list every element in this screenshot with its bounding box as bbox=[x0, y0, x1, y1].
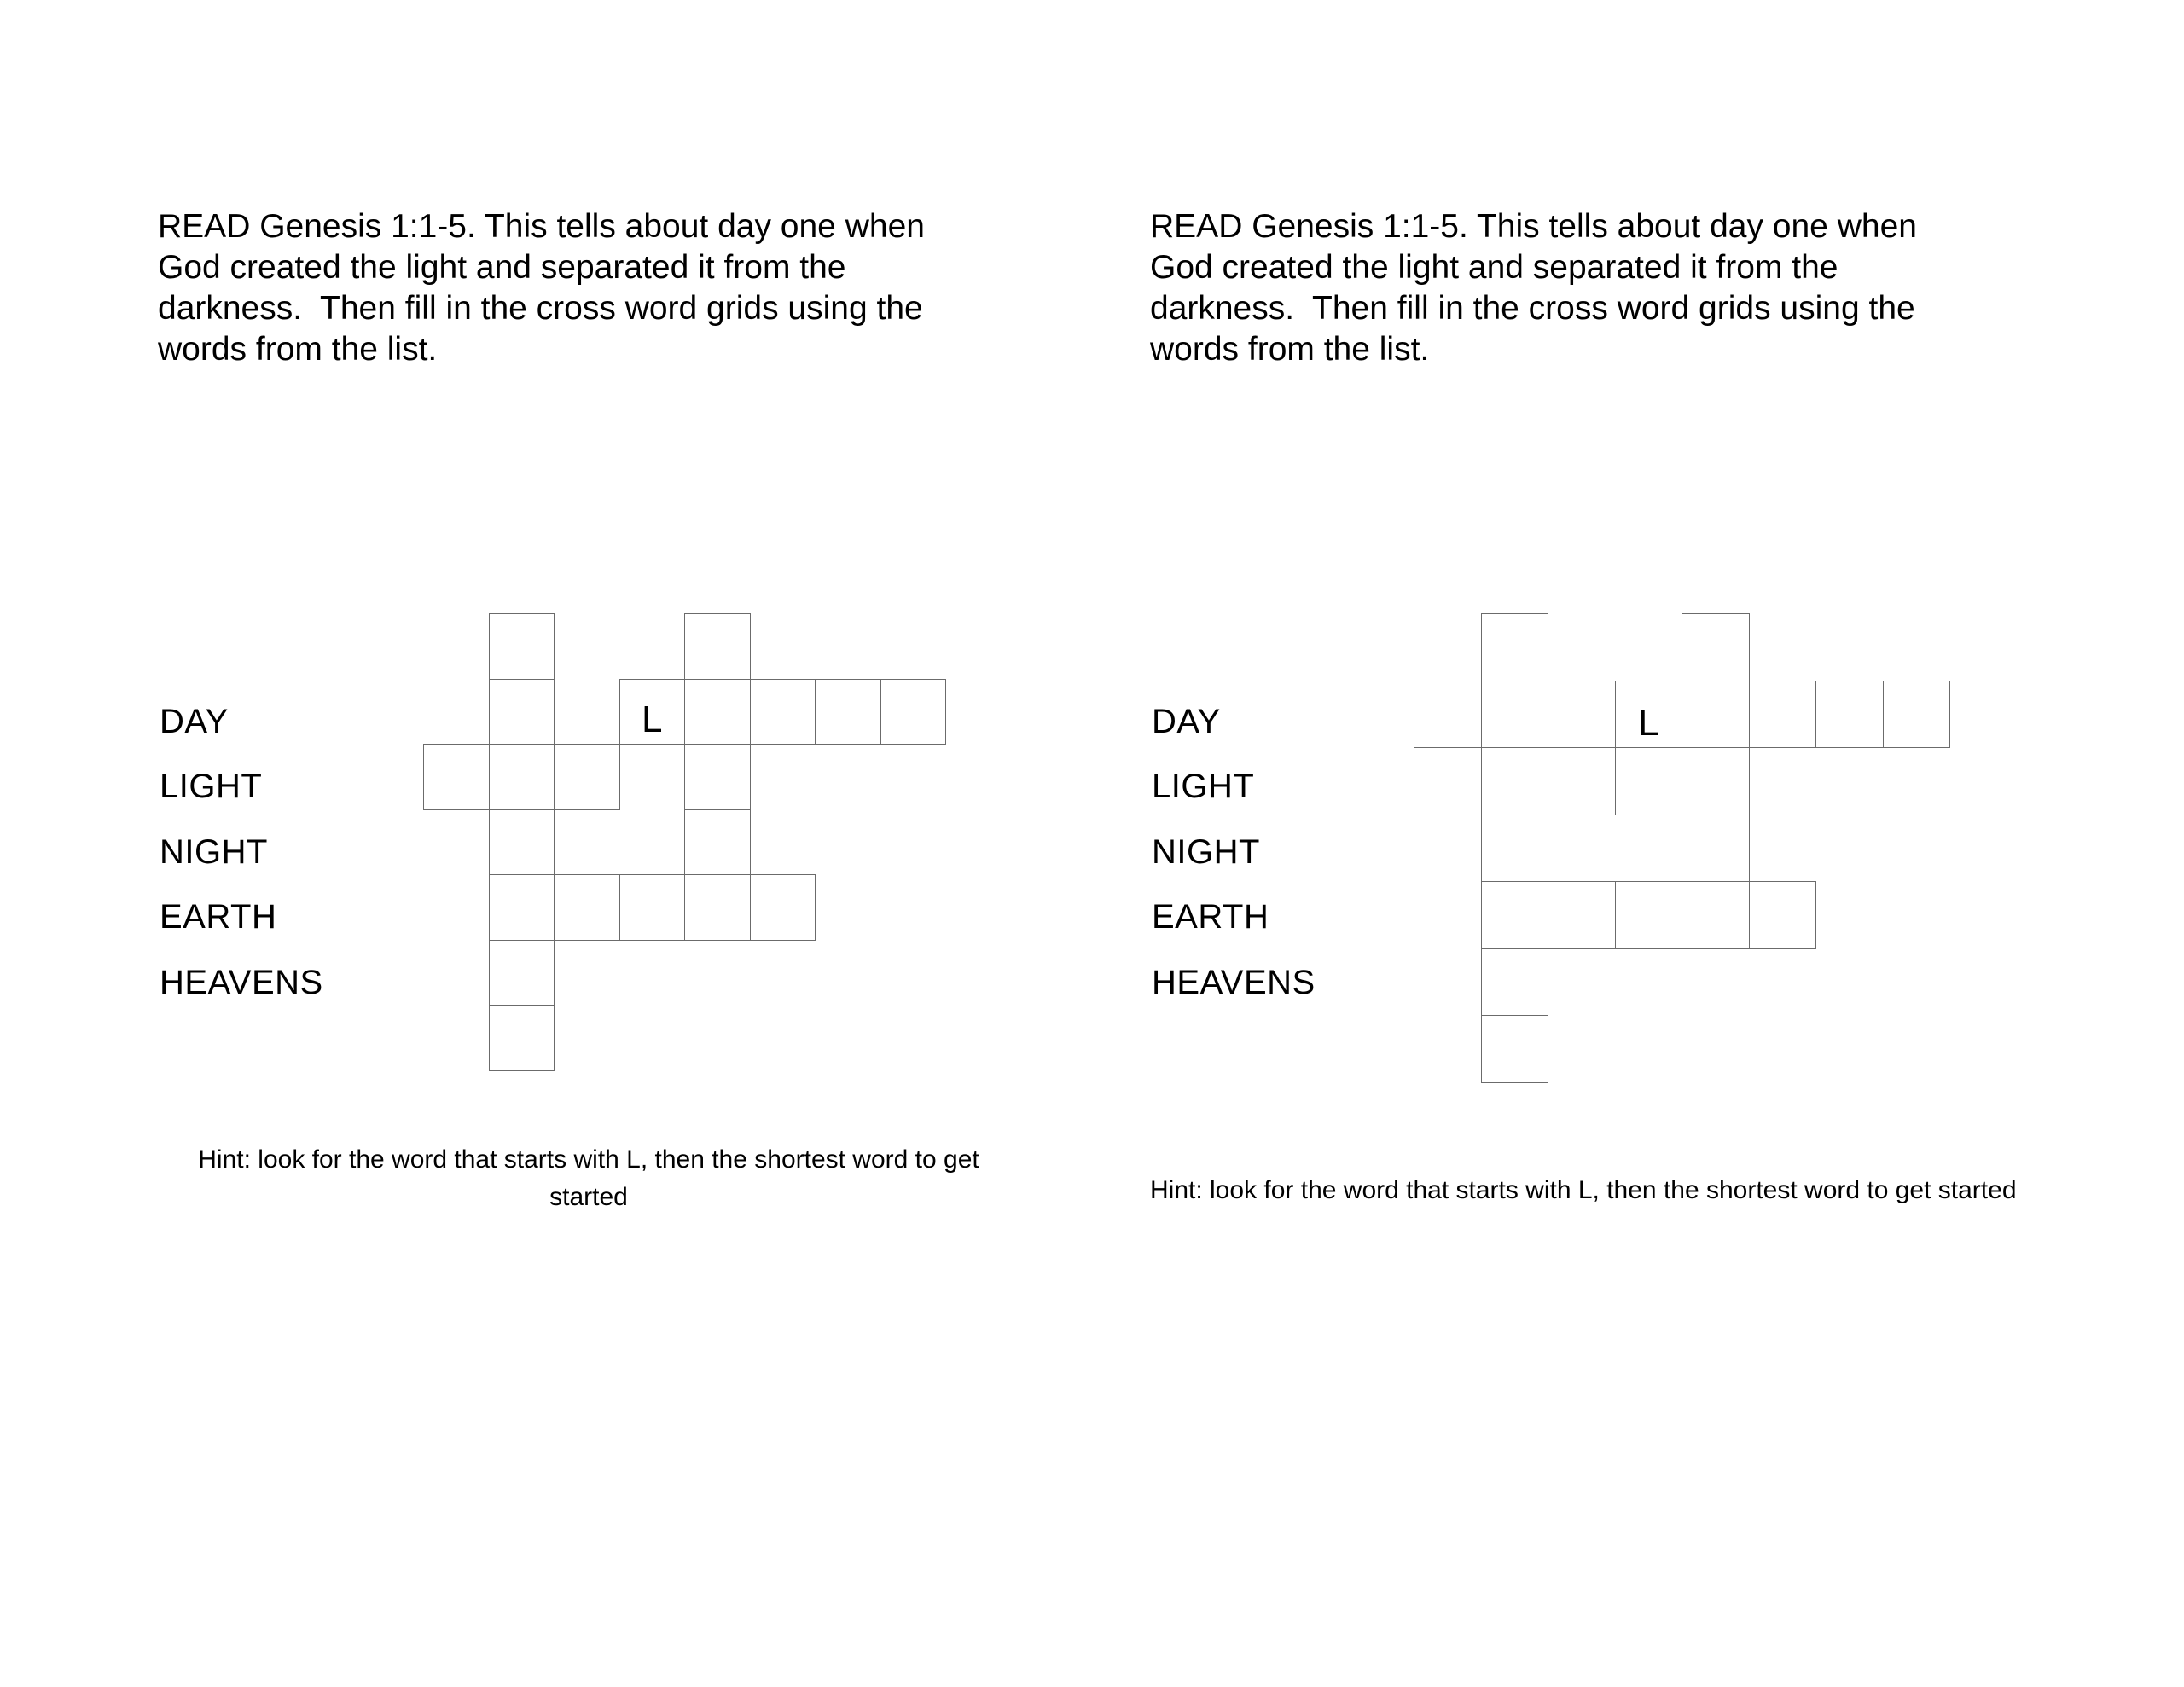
grid-cell bbox=[1481, 815, 1549, 883]
word-list-item: EARTH bbox=[1152, 898, 1269, 936]
grid-cell bbox=[1682, 681, 1750, 749]
word-list-item: HEAVENS bbox=[160, 963, 323, 1001]
instruction-line: words from the list. bbox=[158, 331, 438, 368]
grid-cell bbox=[1815, 681, 1884, 749]
grid-cell bbox=[1682, 881, 1750, 949]
grid-cell bbox=[489, 679, 555, 745]
instruction-line: God created the light and separated it from the bbox=[1150, 249, 1838, 286]
grid-cell bbox=[815, 679, 881, 745]
grid-cell bbox=[1682, 815, 1750, 883]
grid-cell bbox=[750, 679, 816, 745]
instruction-line: READ Genesis 1:1-5. This tells about day one when bbox=[158, 208, 925, 245]
grid-cell bbox=[489, 940, 555, 1006]
word-list bbox=[1152, 689, 1316, 1016]
grid-cell bbox=[489, 613, 555, 680]
grid-cell-prefilled: L bbox=[1615, 681, 1683, 749]
instructions-text bbox=[1150, 206, 1917, 370]
hint-text bbox=[1150, 1172, 2017, 1209]
instruction-line: words from the list. bbox=[1150, 331, 1430, 368]
word-list-item: DAY bbox=[160, 702, 229, 740]
grid-cell bbox=[1481, 948, 1549, 1017]
grid-cell bbox=[1749, 881, 1817, 949]
grid-cell bbox=[1883, 681, 1951, 749]
word-list-item: EARTH bbox=[160, 898, 277, 936]
grid-cell bbox=[423, 744, 490, 810]
grid-cell bbox=[880, 679, 947, 745]
grid-cell bbox=[684, 679, 751, 745]
grid-cell bbox=[1481, 747, 1549, 815]
word-list-item: NIGHT bbox=[1152, 832, 1260, 871]
grid-cell bbox=[489, 744, 555, 810]
word-list-item: DAY bbox=[1152, 702, 1221, 740]
grid-cell bbox=[1548, 881, 1616, 949]
instruction-line: darkness. Then fill in the cross word grids using the bbox=[158, 290, 923, 327]
grid-cell bbox=[750, 874, 816, 941]
grid-cell bbox=[489, 874, 555, 941]
instruction-line: READ Genesis 1:1-5. This tells about day one when bbox=[1150, 208, 1917, 245]
grid-cell bbox=[684, 874, 751, 941]
instructions-text bbox=[158, 206, 925, 370]
grid-cell bbox=[1682, 613, 1750, 681]
grid-cell bbox=[1481, 881, 1549, 949]
grid-cell bbox=[684, 613, 751, 680]
word-list-item: LIGHT bbox=[160, 768, 263, 806]
word-list-item: LIGHT bbox=[1152, 768, 1255, 806]
hint-line: Hint: look for the word that starts with L, then the shortest word to get bbox=[198, 1145, 979, 1174]
worksheet-sheet-right bbox=[992, 0, 2084, 1687]
instruction-line: God created the light and separated it from the bbox=[158, 249, 846, 286]
word-list bbox=[160, 689, 323, 1016]
grid-cell-prefilled: L bbox=[619, 679, 686, 745]
instruction-line: darkness. Then fill in the cross word grids using the bbox=[1150, 290, 1915, 327]
grid-cell bbox=[1481, 613, 1549, 681]
hint-line: started bbox=[549, 1183, 628, 1211]
grid-cell bbox=[554, 744, 620, 810]
grid-cell bbox=[1414, 747, 1482, 815]
grid-cell bbox=[554, 874, 620, 941]
word-list-item: NIGHT bbox=[160, 832, 268, 871]
grid-cell bbox=[1615, 881, 1683, 949]
word-list-item: HEAVENS bbox=[1152, 963, 1316, 1001]
grid-cell bbox=[1682, 747, 1750, 815]
hint-text bbox=[196, 1141, 981, 1216]
grid-cell bbox=[489, 1005, 555, 1071]
grid-cell bbox=[489, 809, 555, 876]
grid-cell bbox=[684, 744, 751, 810]
grid-cell bbox=[1481, 681, 1549, 749]
grid-cell bbox=[684, 809, 751, 876]
hint-line: Hint: look for the word that starts with L, then the shortest word to get started bbox=[1150, 1176, 2017, 1204]
grid-cell bbox=[619, 874, 686, 941]
grid-cell bbox=[1548, 747, 1616, 815]
grid-cell bbox=[1481, 1015, 1549, 1083]
grid-cell bbox=[1749, 681, 1817, 749]
